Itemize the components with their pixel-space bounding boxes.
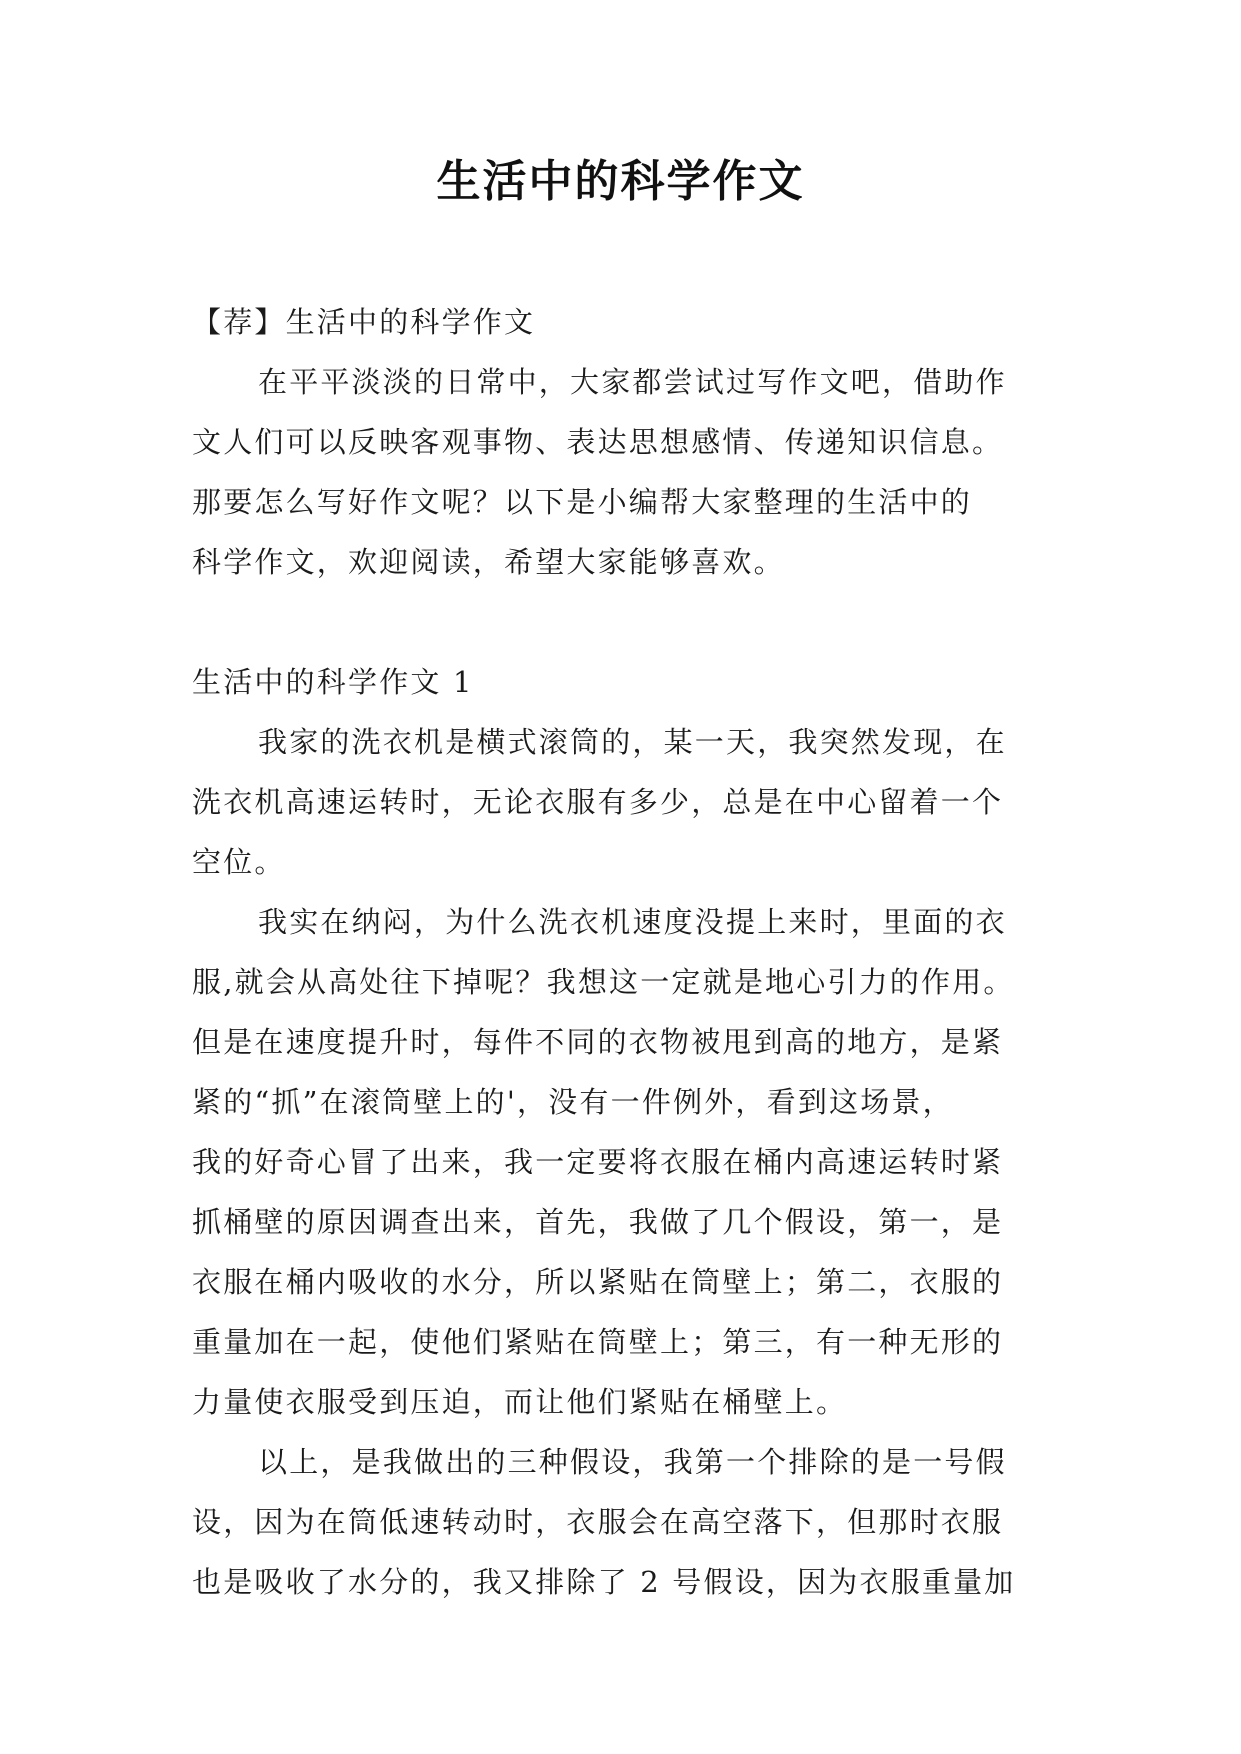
paragraph-line: 空位。 bbox=[192, 845, 286, 879]
paragraph-gap bbox=[192, 592, 1062, 652]
paragraph-line: 紧的“抓”在滚筒壁上的'，没有一件例外，看到这场景， bbox=[192, 1085, 954, 1119]
paragraph-line: 重量加在一起，使他们紧贴在筒壁上；第三，有一种无形的 bbox=[192, 1325, 1004, 1359]
paragraph-line: 我实在纳闷，为什么洗衣机速度没提上来时，里面的衣 bbox=[258, 905, 1007, 939]
intro-line: 在平平淡淡的日常中，大家都尝试过写作文吧，借助作 bbox=[258, 365, 1007, 399]
intro-line: 那要怎么写好作文呢？以下是小编帮大家整理的生活中的 bbox=[192, 485, 973, 519]
paragraph-line: 但是在速度提升时，每件不同的衣物被甩到高的地方，是紧 bbox=[192, 1025, 1004, 1059]
paragraph-line: 设，因为在筒低速转动时，衣服会在高空落下，但那时衣服 bbox=[192, 1505, 1004, 1539]
paragraph-line: 洗衣机高速运转时，无论衣服有多少，总是在中心留着一个 bbox=[192, 785, 1004, 819]
paragraph-line: 抓桶壁的原因调查出来，首先，我做了几个假设，第一，是 bbox=[192, 1205, 1004, 1239]
paragraph-line: 我家的洗衣机是横式滚筒的，某一天，我突然发现，在 bbox=[258, 725, 1007, 759]
paragraph-line: 我的好奇心冒了出来，我一定要将衣服在桶内高速运转时紧 bbox=[192, 1145, 1004, 1179]
paragraph-line: 力量使衣服受到压迫，而让他们紧贴在桶壁上。 bbox=[192, 1385, 848, 1419]
intro-heading: 【荐】生活中的科学作文 bbox=[192, 305, 536, 339]
paragraph-line: 以上，是我做出的三种假设，我第一个排除的是一号假 bbox=[258, 1445, 1007, 1479]
section-heading: 生活中的科学作文 1 bbox=[192, 665, 474, 699]
intro-line: 科学作文，欢迎阅读，希望大家能够喜欢。 bbox=[192, 545, 785, 579]
document-body bbox=[192, 292, 1062, 1612]
paragraph-line: 服,就会从高处往下掉呢？我想这一定就是地心引力的作用。 bbox=[192, 965, 1015, 999]
paragraph-line: 衣服在桶内吸收的水分，所以紧贴在筒壁上；第二，衣服的 bbox=[192, 1265, 1004, 1299]
intro-line: 文人们可以反映客观事物、表达思想感情、传递知识信息。 bbox=[192, 425, 1004, 459]
paragraph-line: 也是吸收了水分的，我又排除了 2 号假设，因为衣服重量加 bbox=[192, 1565, 1016, 1599]
document-title: 生活中的科学作文 bbox=[436, 156, 805, 207]
